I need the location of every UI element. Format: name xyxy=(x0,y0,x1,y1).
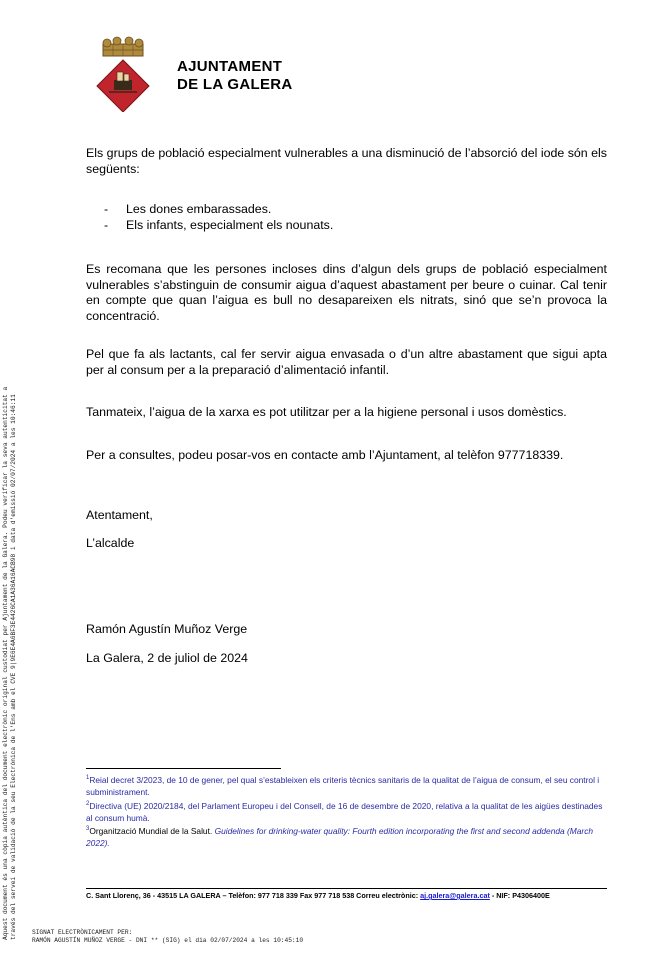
footnote-number: 2 xyxy=(86,801,90,807)
footnote-text: Organització Mundial de la Salut. xyxy=(89,825,215,836)
list-item-text: Les dones embarassades. xyxy=(126,202,272,216)
signer-role: L’alcalde xyxy=(86,536,135,550)
list-item-text: Els infants, especialment els nounats. xyxy=(126,217,334,232)
council-name-line2: DE LA GALERA xyxy=(177,76,293,93)
place-date: La Galera, 2 de juliol de 2024 xyxy=(86,651,248,665)
footnote-2 xyxy=(86,798,607,825)
address-text: C. Sant Llorenç, 36 - 43515 LA GALERA – Telèfon: 977 718 339 Fax 977 718 538 Correu electrònic: xyxy=(86,891,421,900)
verification-side-note xyxy=(2,387,18,940)
vulnerable-groups-list xyxy=(104,202,333,233)
paragraph-contact: Per a consultes, podeu posar-vos en contacte amb l’Ajuntament, al telèfon 977718339. xyxy=(86,448,564,462)
signature-stamp-line1: SIGNAT ELECTRÒNICAMENT PER: xyxy=(32,929,133,936)
email-link[interactable]: aj.galera@galera.cat xyxy=(420,891,490,900)
council-name-line1: AJUNTAMENT xyxy=(177,58,283,75)
paragraph-hygiene: Tanmateix, l’aigua de la xarxa es pot utilitzar per a la higiene personal i usos domèstics. xyxy=(86,405,567,419)
nif-text: - NIF: P4306400E xyxy=(489,891,550,900)
signature-stamp xyxy=(32,929,303,945)
closing: Atentament, xyxy=(86,508,153,522)
footnote-1 xyxy=(86,772,607,799)
side-note-line1: Aquest document és una còpia autèntica del document electrònic original custodiat per Ajuntament de la Galera. Podeu verificar la seva autenticitat a xyxy=(2,386,9,940)
signature-stamp-line2: RAMÓN AGUSTÍN MUÑOZ VERGE - DNI ** (SIG) el dia 02/07/2024 a les 10:45:10 xyxy=(32,937,304,944)
footnote-divider xyxy=(86,768,281,769)
list-dash: - xyxy=(104,217,109,232)
footnote-text: Reial decret 3/2023, de 10 de gener, pel qual s’estableixen els criteris tècnics sanitaris de la qualitat de l’aigua de consum, el seu control i subministrament. xyxy=(86,774,600,798)
list-item xyxy=(104,202,333,218)
address-line xyxy=(86,891,550,900)
footnote-3 xyxy=(86,823,607,850)
list-dash: - xyxy=(104,202,109,216)
coat-of-arms-logo xyxy=(95,34,151,112)
footnote-text: Directiva (UE) 2020/2184, del Parlament Europeu i del Consell, de 16 de desembre de 2020, relativa a la qualitat de les aigües destinades al consum humà. xyxy=(86,800,603,824)
side-note-line2: través del servei de validació de la seu Electrònica de l'Ens amb el CVE 9|9E6E4A6BF3E4426CA1A36A16ACB98 i data d'emissió 02/07/2024 a les 10:46:11 xyxy=(10,394,17,940)
paragraph-infants: Pel que fa als lactants, cal fer servir aigua envasada o d’un altre abastament que sigui apta per al consum per a la preparació d’alimentació infantil. xyxy=(86,347,607,377)
paragraph-recommendation: Es recomana que les persones incloses dins d’algun dels grups de població especialment vulnerables s’abstinguin de consumir aigua d’aquest abastament per beure o cuinar. Cal tenir en compte que quan l’aigua es bull no desapareixen els nitrats, sinó que se’n provoca la concentració. xyxy=(86,262,607,323)
paragraph-vulnerable-groups: Els grups de població especialment vulnerables a una disminució de l’absorció del iode són els següents: xyxy=(86,146,607,176)
footnote-italic-text: Guidelines for drinking-water quality: Fourth edition incorporating the first and second addenda (March 2022). xyxy=(86,825,594,849)
council-name xyxy=(177,58,293,94)
signer-name: Ramón Agustín Muñoz Verge xyxy=(86,622,248,636)
address-divider xyxy=(86,888,607,889)
list-item xyxy=(104,218,333,234)
footnote-number: 3 xyxy=(86,826,90,832)
footnote-number: 1 xyxy=(86,775,90,781)
